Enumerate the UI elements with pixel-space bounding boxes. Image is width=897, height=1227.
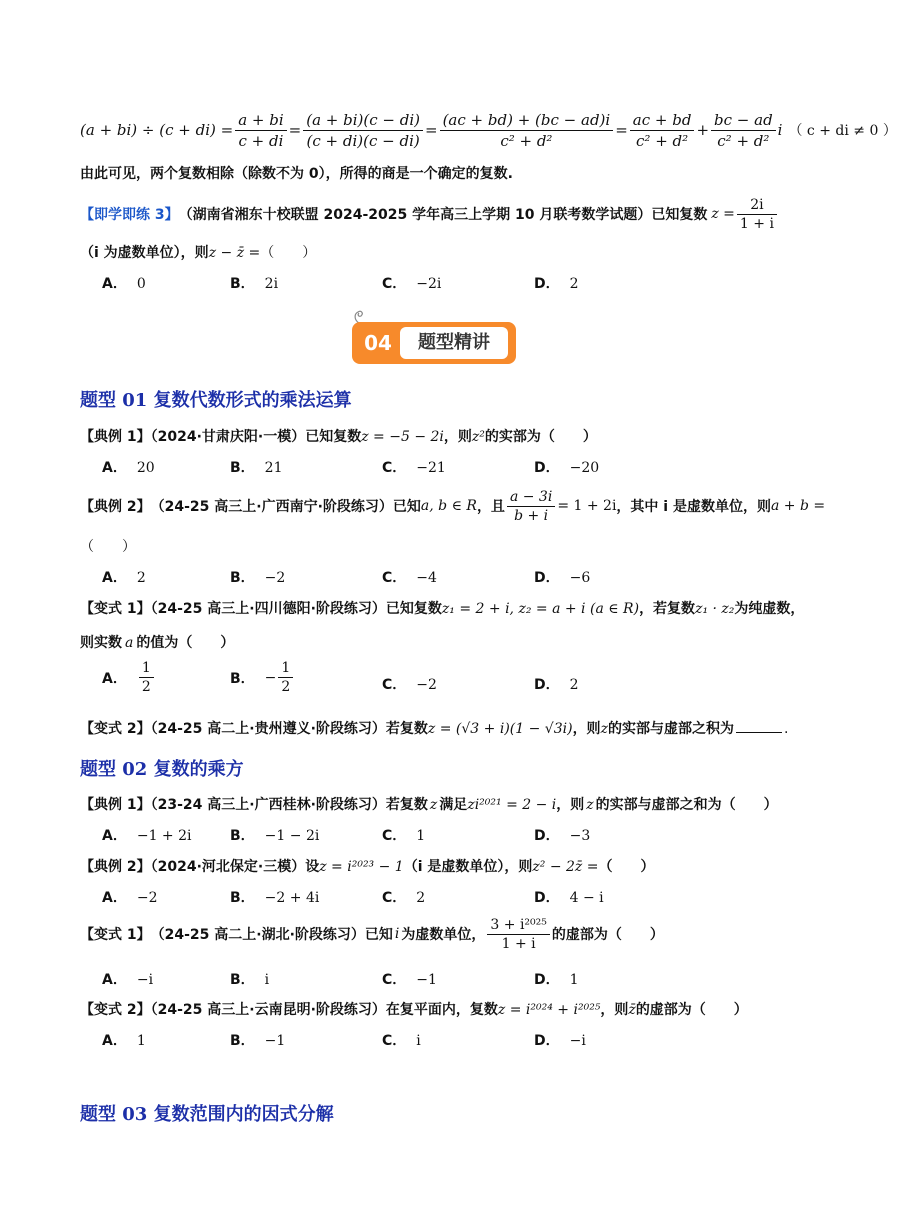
type01-ex2-frac: $\frac{a - 3i}{b + i}$ <box>507 489 555 524</box>
type02-var1-line: 【变式 1】 （24-25 高二上·湖北·阶段练习）已知 i 为虚数单位， $\frac{\text{3 + i²⁰²⁵}}{1 + i}$ 的虚部为（ ） <box>80 916 664 952</box>
formula-frac-3: $\frac{(ac + bd) + (bc - ad)i}{\text{c² + d²}}$ <box>440 111 614 150</box>
type02-var1-frac: $\frac{\text{3 + i²⁰²⁵}}{1 + i}$ <box>487 917 549 952</box>
type01-ex2-line2: （ ） <box>80 539 136 555</box>
practice3-var: z = <box>711 206 735 222</box>
practice3-option-c[interactable]: C． −2i <box>382 276 442 292</box>
practice3-line1 <box>80 196 779 232</box>
type01-var2-line: 【变式 2】（24-25 高二上·贵州遵义·阶段练习）若复数z = (√3 + i)(1 − √3i)，则z的实部与虚部之积为 . <box>80 721 789 737</box>
practice3-source: （湖南省湘东十校联盟 2024-2025 学年高三上学期 10 月联考数学试题）已知复数 <box>178 207 708 223</box>
practice3-frac: $\frac{2i}{1 + i}$ <box>737 197 777 232</box>
type02-var1-option-c[interactable]: C． −1 <box>382 972 437 988</box>
practice3-tag: 【即学即练 3】 <box>80 207 179 223</box>
type02-ex2-option-b[interactable]: B． −2 + 4i <box>230 890 320 906</box>
type02-title: 题型 02 复数的乘方 <box>80 759 244 780</box>
type01-ex2-line1: 【典例 2】 （24-25 高三上·广西南宁·阶段练习）已知 a, b ∈ R ，且 $\frac{a - 3i}{b + i}$ = 1 + 2i ，其中 i 是虚数单位，则 a + b = <box>80 488 826 524</box>
type03-title: 题型 03 复数范围内的因式分解 <box>80 1104 334 1125</box>
practice3-option-d[interactable]: D． 2 <box>534 276 579 292</box>
formula-lhs: (a + bi) ÷ (c + di) = <box>80 121 234 139</box>
practice3-expr: z − z̄ = <box>208 245 261 261</box>
type01-ex1-option-c[interactable]: C． −21 <box>382 460 446 476</box>
type01-ex1-option-d[interactable]: D． −20 <box>534 460 600 476</box>
conclusion-text: 由此可见，两个复数相除（除数不为 0），所得的商是一个确定的复数. <box>80 166 513 182</box>
type01-title: 题型 01 复数代数形式的乘法运算 <box>80 390 352 411</box>
practice3-option-a[interactable]: A． 0 <box>102 276 146 292</box>
practice3-option-b[interactable]: B． 2i <box>230 276 279 292</box>
answer-blank[interactable] <box>736 732 782 733</box>
type02-var2-line: 【变式 2】（24-25 高三上·云南昆明·阶段练习）在复平面内，复数z = i²⁰²⁴ + i²⁰²⁵，则z̄的虚部为（ ） <box>80 1002 748 1018</box>
type02-var2-option-d[interactable]: D． −i <box>534 1033 586 1049</box>
type02-ex2-option-a[interactable]: A． −2 <box>102 890 158 906</box>
formula-tail-i: i <box>777 121 783 139</box>
type01-var1-option-c[interactable]: C． −2 <box>382 677 437 693</box>
banner-number: 04 <box>364 331 392 355</box>
type01-var1-line2: 则实数 a 的值为（ ） <box>80 635 235 651</box>
type01-ex2-option-b[interactable]: B． −2 <box>230 570 286 586</box>
type01-ex2-option-c[interactable]: C． −4 <box>382 570 437 586</box>
type01-ex2-option-d[interactable]: D． −6 <box>534 570 591 586</box>
formula-frac-5: $\frac{bc - ad}{\text{c² + d²}}$ <box>711 111 776 150</box>
type02-ex1-option-d[interactable]: D． −3 <box>534 828 591 844</box>
type02-ex2-option-d[interactable]: D． 4 − i <box>534 890 604 906</box>
type02-var2-option-c[interactable]: C． i <box>382 1033 421 1049</box>
formula-frac-2: $\frac{(a + bi)(c - di)}{(c + di)(c - di)}$ <box>303 111 423 150</box>
type02-var2-option-b[interactable]: B． −1 <box>230 1033 286 1049</box>
section-banner <box>352 322 516 364</box>
practice3-line2: （i 为虚数单位），则z − z̄ =（ ） <box>80 245 317 261</box>
banner-title: 题型精讲 <box>400 327 508 359</box>
type02-ex1-option-c[interactable]: C． 1 <box>382 828 426 844</box>
type01-ex2-option-a[interactable]: A． 2 <box>102 570 146 586</box>
type01-var1-line1: 【变式 1】（24-25 高三上·四川德阳·阶段练习）已知复数z₁ = 2 + i, z₂ = a + i (a ∈ R)，若复数z₁ · z₂为纯虚数， <box>80 601 805 617</box>
type02-var1-option-a[interactable]: A． −i <box>102 972 154 988</box>
division-formula: (a + bi) ÷ (c + di) = $\frac{a + bi}{c + di}$ = $\frac{(a + bi)(c - di)}{(c + di)(c - di)}$ = $\frac{(ac + bd) + (bc - ad)i}{\text{c² + d²}}$ = $\frac{ac + bd}{\text{c² + d²}}$ + $\frac{bc - ad}{\text{c² + d²}}$ i （ c + di ≠ 0 ） <box>80 110 897 150</box>
type02-ex2-option-c[interactable]: C． 2 <box>382 890 426 906</box>
type01-ex1-option-b[interactable]: B． 21 <box>230 460 283 476</box>
formula-condition: （ c + di ≠ 0 ） <box>788 123 897 139</box>
type01-var1-option-d[interactable]: D． 2 <box>534 677 579 693</box>
type02-ex1-line: 【典例 1】（23-24 高三上·广西桂林·阶段练习）若复数 z 满足zi²⁰²¹ = 2 − i，则 z 的实部与虚部之和为（ ） <box>80 797 778 813</box>
type02-var1-option-d[interactable]: D． 1 <box>534 972 579 988</box>
type01-ex1-line: 【典例 1】（2024·甘肃庆阳·一模）已知复数z = −5 − 2i，则z²的实部为（ ） <box>80 429 597 445</box>
type01-var1-option-b[interactable]: B． − $\frac{1}{2}$ <box>230 660 295 695</box>
type02-var1-option-b[interactable]: B． i <box>230 972 270 988</box>
type02-ex1-option-a[interactable]: A． −1 + 2i <box>102 828 192 844</box>
type02-var2-option-a[interactable]: A． 1 <box>102 1033 146 1049</box>
type01-ex1-option-a[interactable]: A． 20 <box>102 460 155 476</box>
type02-ex1-option-b[interactable]: B． −1 − 2i <box>230 828 320 844</box>
type01-var1-option-a[interactable]: A． $\frac{1}{2}$ <box>102 660 156 695</box>
formula-frac-4: $\frac{ac + bd}{\text{c² + d²}}$ <box>630 111 695 150</box>
type02-ex2-line: 【典例 2】（2024·河北保定·三模）设z = i²⁰²³ − 1（i 是虚数单位），则z² − 2z̄ =（ ） <box>80 859 655 875</box>
formula-frac-1: $\frac{a + bi}{c + di}$ <box>235 111 286 150</box>
